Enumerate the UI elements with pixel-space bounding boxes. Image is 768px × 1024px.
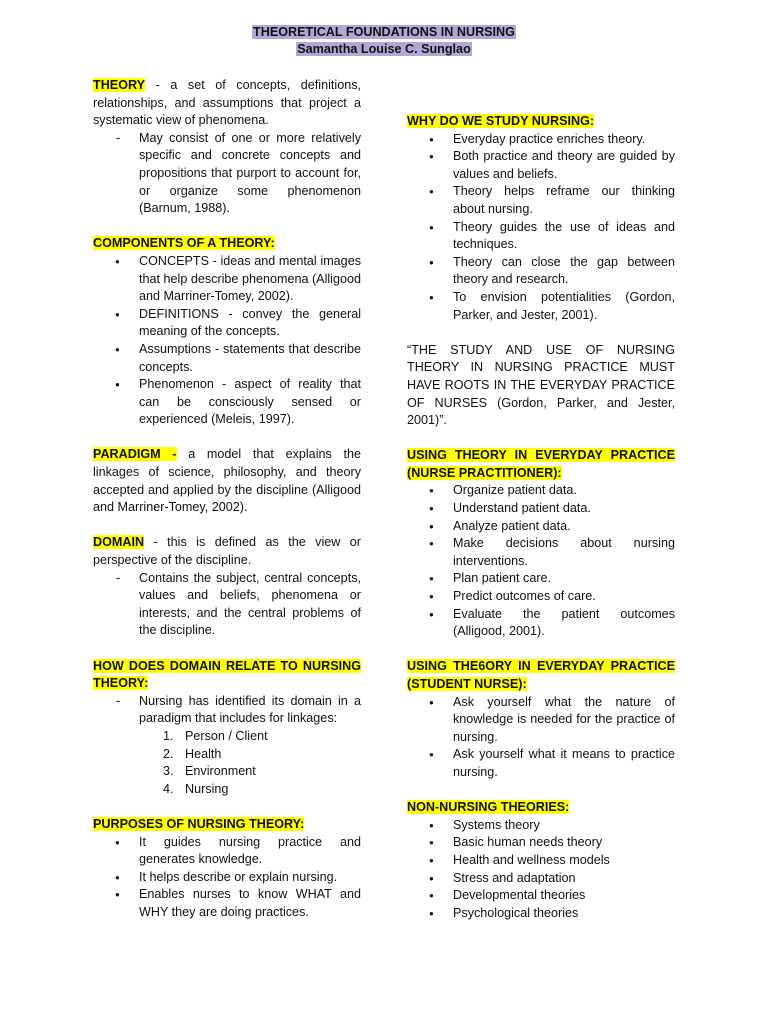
list-item: ● Theory helps reframe our thinking about nursing. [407, 183, 675, 218]
list-item: ● It guides nursing practice and generates knowledge. [93, 834, 361, 869]
right-column [407, 113, 675, 922]
student-list [407, 694, 675, 782]
domain-term: DOMAIN [93, 535, 145, 550]
theory-details [93, 130, 361, 218]
components-heading: COMPONENTS OF A THEORY: [93, 236, 275, 251]
non-nursing-heading: NON-NURSING THEORIES: [407, 800, 570, 815]
list-item: ● Predict outcomes of care. [407, 588, 675, 606]
list-item: ● Everyday practice enriches theory. [407, 131, 675, 149]
list-item: ● Psychological theories [407, 905, 675, 923]
student-heading: USING THE6ORY IN EVERYDAY PRACTICE (STUDENT NURSE): [407, 659, 675, 691]
list-item: ● CONCEPTS - ideas and mental images that help describe phenomena (Alligood and Marriner-Tomey, 2002). [93, 253, 361, 306]
domain-definition: DOMAIN - this is defined as the view or perspective of the discipline. [93, 535, 361, 568]
numbered-item: 2. Health [163, 746, 222, 761]
paradigm-linkages-list [93, 728, 361, 798]
list-item: ● Make decisions about nursing interventions. [407, 535, 675, 570]
list-item: ● To envision potentialities (Gordon, Parker, and Jester, 2001). [407, 289, 675, 324]
list-item: ● Understand patient data. [407, 500, 675, 518]
theory-definition: THEORY - a set of concepts, definitions, relationships, and assumptions that project a systematic view of phenomena. [93, 78, 361, 128]
domain-relate-details [93, 693, 361, 728]
list-item: - Nursing has identified its domain in a paradigm that includes for linkages: [93, 693, 361, 728]
why-heading: WHY DO WE STUDY NURSING: [407, 114, 595, 128]
paradigm-term: PARADIGM - [93, 447, 177, 462]
components-list [93, 253, 361, 429]
left-column [93, 77, 361, 922]
list-item: ● Basic human needs theory [407, 834, 675, 852]
list-item: ● Both practice and theory are guided by values and beliefs. [407, 148, 675, 183]
list-item: ● Stress and adaptation [407, 870, 675, 888]
list-item: ● Ask yourself what it means to practice nursing. [407, 746, 675, 781]
document-author: Samantha Louise C. Sunglao [297, 42, 471, 56]
why-list [407, 131, 675, 325]
document-title: THEORETICAL FOUNDATIONS IN NURSING [253, 25, 515, 39]
list-item: - Contains the subject, central concepts, values and beliefs, phenomena or interests, and the central problems of the discipline. [93, 570, 361, 640]
paradigm-definition: PARADIGM - a model that explains the linkages of science, philosophy, and theory accepted and applied by the discipline (Alligood and Marriner-Tomey, 2002). [93, 447, 361, 515]
list-item: ● It helps describe or explain nursing. [93, 869, 361, 887]
list-item: ● Assumptions - statements that describe concepts. [93, 341, 361, 376]
list-item: ● Developmental theories [407, 887, 675, 905]
list-item: ● Ask yourself what the nature of knowledge is needed for the practice of nursing. [407, 694, 675, 747]
non-nursing-list [407, 817, 675, 923]
purposes-list [93, 834, 361, 922]
list-item: ● Systems theory [407, 817, 675, 835]
numbered-item: 4. Nursing [163, 781, 229, 796]
list-item: ● Evaluate the patient outcomes (Alligood, 2001). [407, 606, 675, 641]
list-item: ● Theory guides the use of ideas and techniques. [407, 219, 675, 254]
list-item: - May consist of one or more relatively specific and concrete concepts and propositions that purport to account for, or organize some phenomenon (Barnum, 1988). [93, 130, 361, 218]
list-item: ● Plan patient care. [407, 570, 675, 588]
practitioner-heading: USING THEORY IN EVERYDAY PRACTICE (NURSE PRACTITIONER): [407, 448, 675, 480]
list-item: ● Enables nurses to know WHAT and WHY they are doing practices. [93, 886, 361, 921]
purposes-heading: PURPOSES OF NURSING THEORY: [93, 816, 305, 831]
list-item: ● Organize patient data. [407, 482, 675, 500]
list-item: ● Phenomenon - aspect of reality that can be consciously sensed or experienced (Meleis, 1997). [93, 376, 361, 429]
list-item: ● Health and wellness models [407, 852, 675, 870]
list-item: ● Analyze patient data. [407, 518, 675, 536]
list-item: ● Theory can close the gap between theory and research. [407, 254, 675, 289]
numbered-item: 1. Person / Client [163, 728, 268, 743]
domain-relate-heading: HOW DOES DOMAIN RELATE TO NURSING THEORY: [93, 658, 361, 691]
quote: “THE STUDY AND USE OF NURSING THEORY IN NURSING PRACTICE MUST HAVE ROOTS IN THE EVERYDAY PRACTICE OF NURSES (Gordon, Parker, and Jester, 2001)”. [407, 342, 675, 428]
theory-term: THEORY [93, 78, 146, 92]
domain-details [93, 570, 361, 640]
list-item: ● DEFINITIONS - convey the general meaning of the concepts. [93, 306, 361, 341]
numbered-item: 3. Environment [163, 764, 256, 779]
practitioner-list [407, 482, 675, 640]
